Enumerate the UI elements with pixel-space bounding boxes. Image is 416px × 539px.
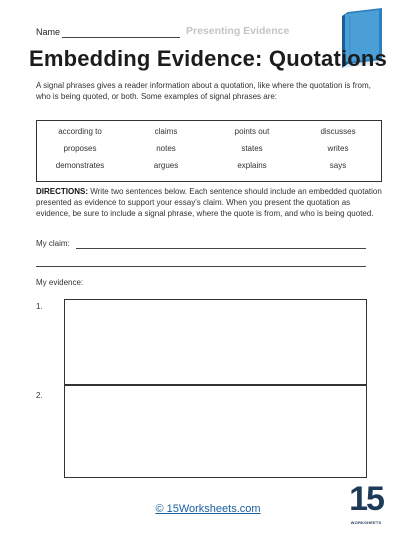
logo-number: 15 bbox=[349, 480, 383, 518]
copyright-link[interactable]: © 15Worksheets.com bbox=[155, 503, 261, 515]
evidence-number: 1. bbox=[36, 302, 43, 311]
phrase-item: states bbox=[241, 144, 263, 153]
claim-label: My claim: bbox=[36, 239, 70, 248]
phrase-item: notes bbox=[156, 144, 176, 153]
signal-phrase-box bbox=[36, 120, 382, 182]
phrase-item: proposes bbox=[63, 144, 97, 153]
phrase-item: demonstrates bbox=[55, 161, 105, 170]
logo-text: WORKSHEETS bbox=[350, 520, 382, 525]
phrase-item: argues bbox=[153, 161, 179, 170]
claim-answer-line[interactable] bbox=[36, 266, 366, 267]
directions-text: Write two sentences below. Each sentence should include an embedded quotation presented as evidence to support your essay's claim. When you present the quotation as evidence, be sure to include a signal phrase, where the quote is from, and who is being quoted. bbox=[36, 187, 382, 218]
phrase-item: explains bbox=[237, 161, 267, 170]
phrase-item: writes bbox=[327, 144, 349, 153]
claim-answer-line[interactable] bbox=[76, 248, 366, 249]
directions-paragraph bbox=[36, 186, 382, 219]
page-title: Embedding Evidence: Quotations bbox=[28, 46, 388, 71]
phrase-item: says bbox=[329, 161, 347, 170]
phrase-item: according to bbox=[58, 127, 102, 136]
name-line bbox=[62, 37, 180, 38]
phrase-item: claims bbox=[154, 127, 178, 136]
worksheets-logo bbox=[346, 480, 386, 529]
intro-paragraph: A signal phrases gives a reader information about a quotation, like where the quotation is from, who is being quoted, or both. Some examples of signal phrases are: bbox=[36, 81, 371, 101]
evidence-label: My evidence: bbox=[36, 278, 84, 287]
name-label: Name bbox=[36, 27, 61, 37]
phrase-item: discusses bbox=[320, 127, 356, 136]
directions-label: DIRECTIONS: bbox=[36, 187, 88, 196]
evidence-answer-box[interactable] bbox=[64, 299, 367, 385]
phrase-item: points out bbox=[234, 127, 270, 136]
evidence-answer-box[interactable] bbox=[64, 385, 367, 478]
evidence-number: 2. bbox=[36, 391, 43, 400]
header-title: Presenting Evidence bbox=[186, 25, 290, 37]
